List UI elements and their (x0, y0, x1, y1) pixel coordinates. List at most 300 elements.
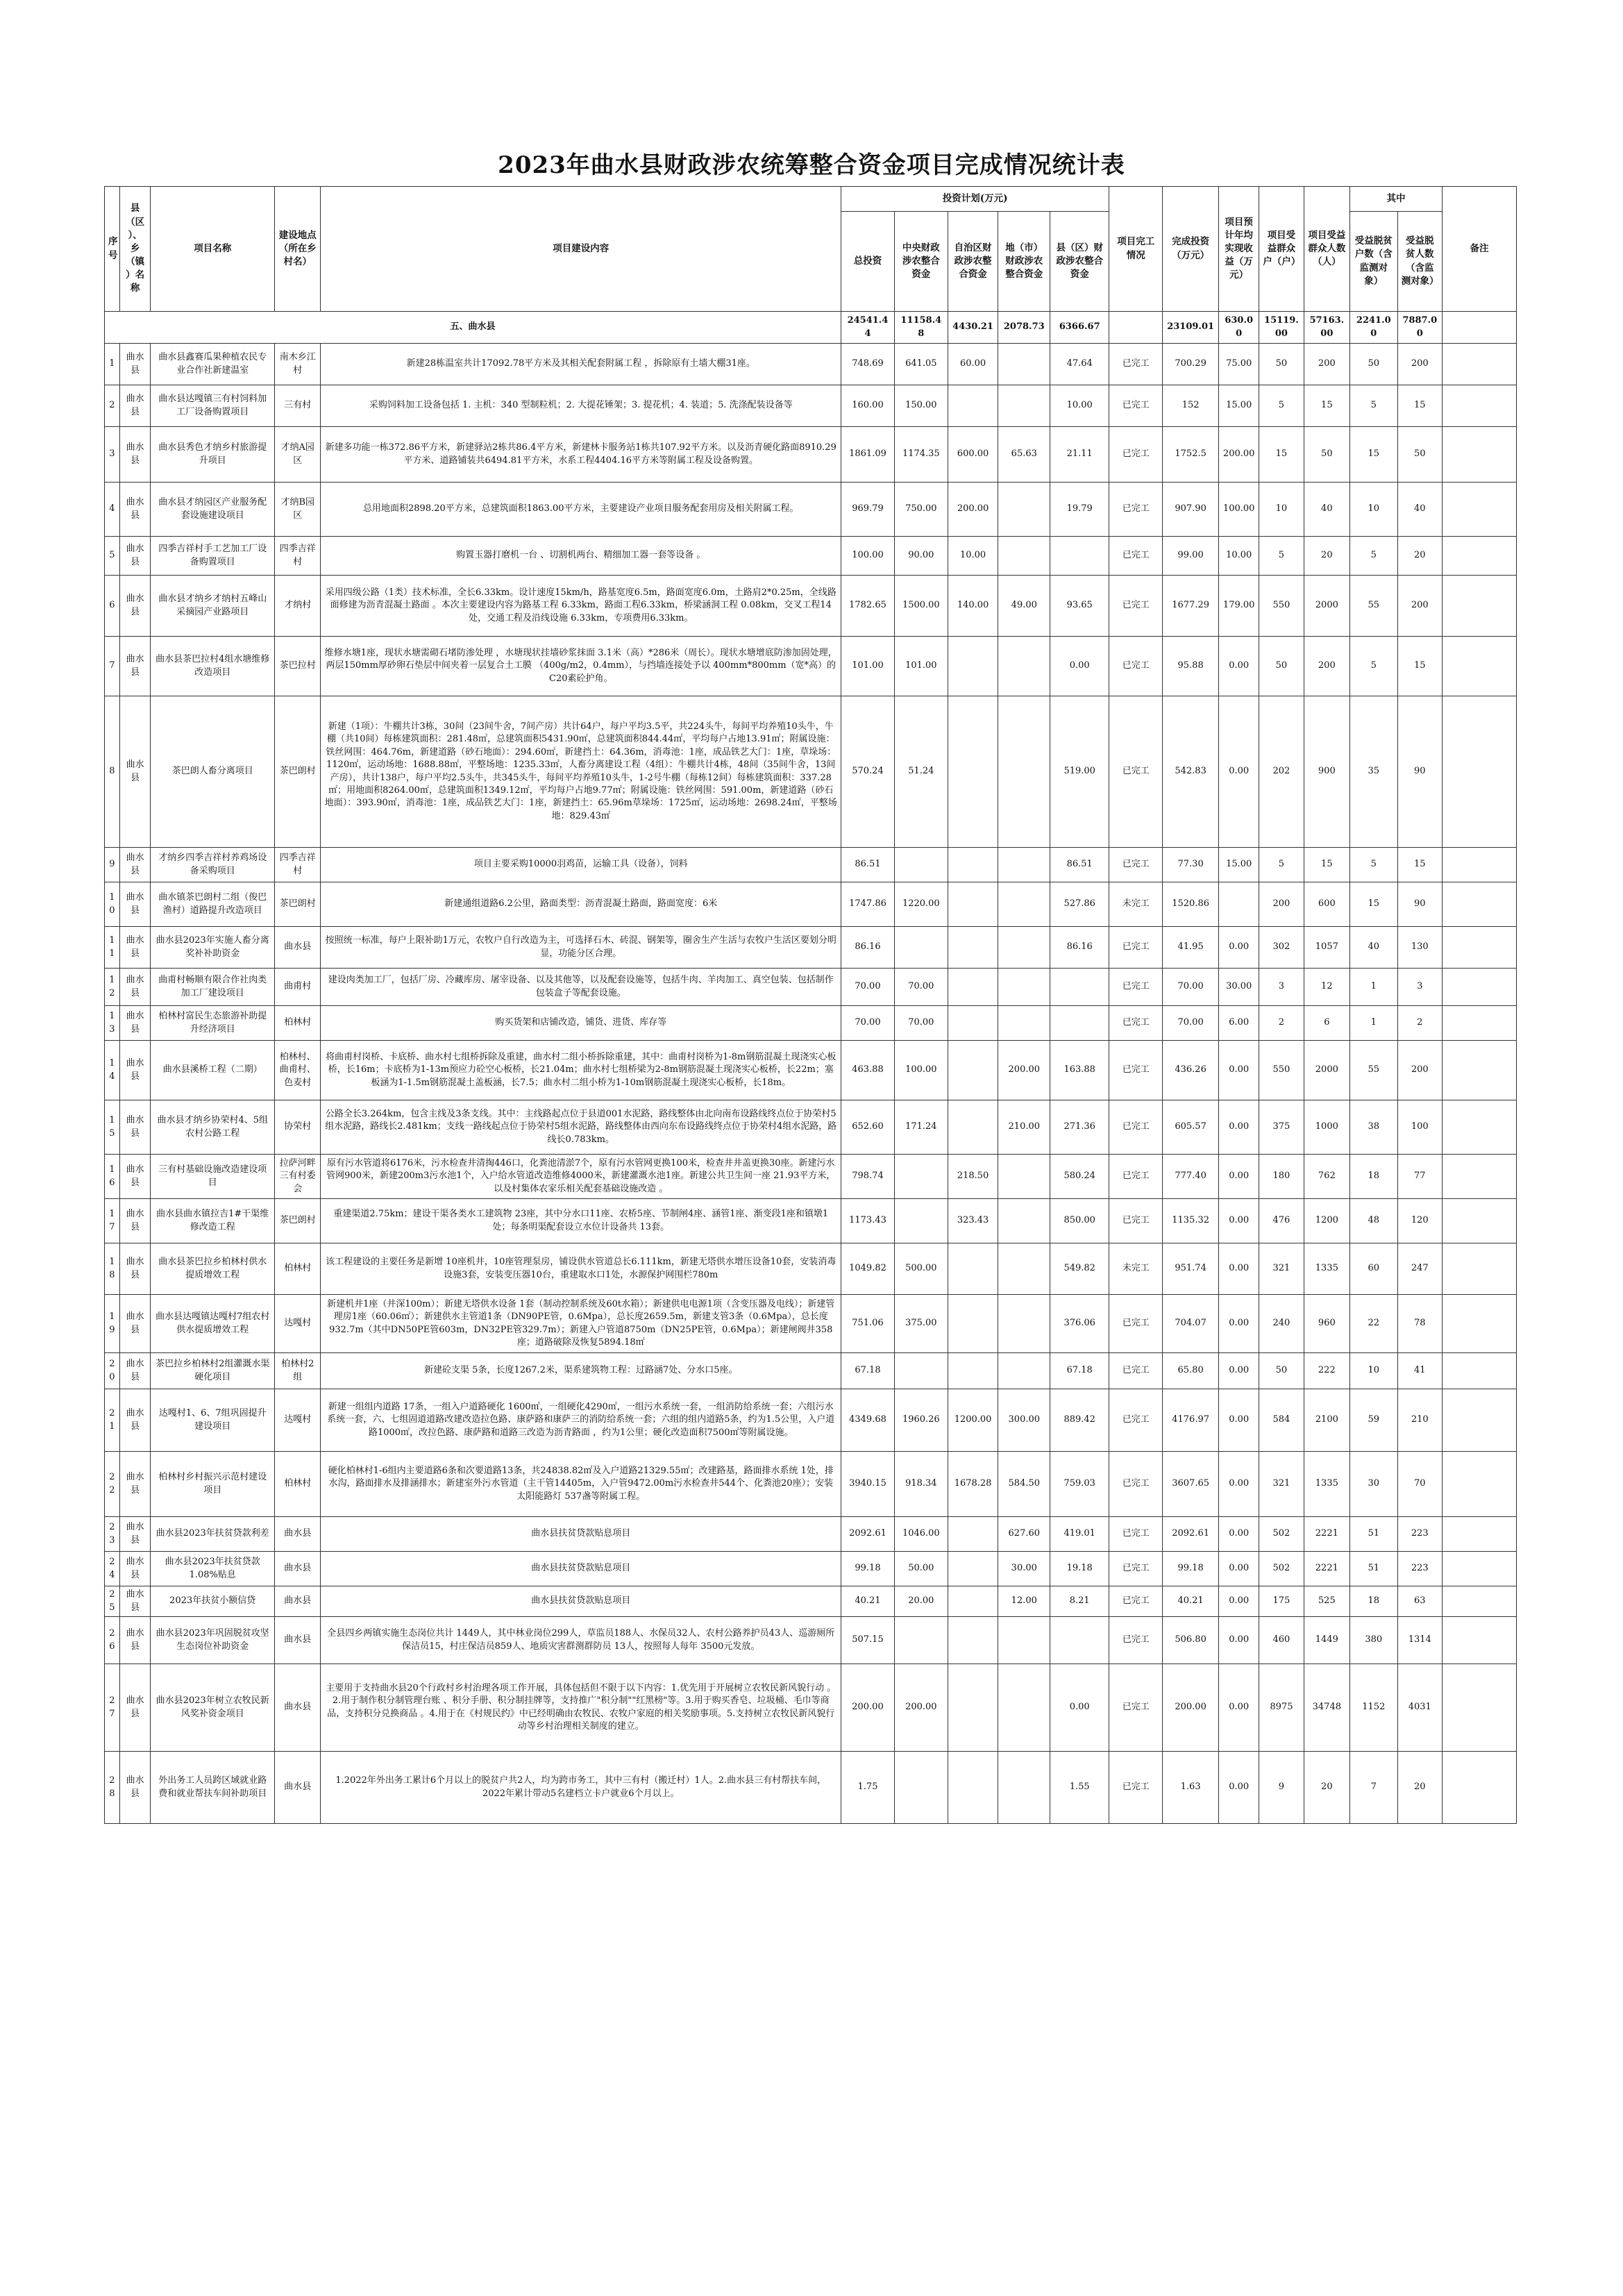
cell-poor-people: 3 (1397, 969, 1442, 1006)
cell-remark (1442, 483, 1516, 537)
cell-status: 已完工 (1109, 483, 1163, 537)
cell-name: 曲水县2023年扶贫贷款利差 (151, 1517, 275, 1552)
cell-central: 750.00 (894, 483, 948, 537)
cell-county: 曲水县 (119, 969, 151, 1006)
cell-income: 0.00 (1219, 1552, 1259, 1586)
cell-content: 维修水塘1座，现状水塘需砌石堵防渗处理 ，水塘现状挂墙砂浆抹面 3.1米（高）*286米（周长）。现状水塘增底防渗加固处理，两层150mm厚砂卵石垫层中间夹着一层复合土工膜 （400g/m2，0.4mm），与挡墙连接处予以 400mm*800mm（宽*高）的C20素砼护角。 (321, 637, 841, 696)
cell-location: 曲水县 (275, 1552, 321, 1586)
cell-county-fund: 0.00 (1050, 637, 1109, 696)
cell-content: 公路全长3.264km，包含主线及3条支线。其中：主线路起点位于县道001水泥路，路线整体由北向南布设路线终点位于协荣村5组水泥路，路线长2.481km；支线一路线起点位于协荣村5组水泥路，路线整体由西向东布设路线终点位于协荣村4组水泥路，路线长0.783km。 (321, 1100, 841, 1155)
cell-remark (1442, 1517, 1516, 1552)
cell-city (998, 1295, 1050, 1353)
cell-status: 已完工 (1109, 1199, 1163, 1243)
cell-county: 曲水县 (119, 344, 151, 385)
table-row (105, 1752, 1517, 1824)
cell-remark (1442, 927, 1516, 969)
cell-location: 柏林村2组 (275, 1353, 321, 1389)
header-name: 项目名称 (151, 187, 275, 312)
cell-poor-people: 200 (1397, 576, 1442, 637)
cell-done: 436.26 (1163, 1041, 1219, 1100)
cell-poor-people: 15 (1397, 848, 1442, 882)
cell-hh: 50 (1259, 344, 1304, 385)
cell-hh: 502 (1259, 1552, 1304, 1586)
cell-remark (1442, 576, 1516, 637)
header-content: 项目建设内容 (321, 187, 841, 312)
cell-poor-hh: 22 (1350, 1295, 1398, 1353)
cell-people: 50 (1304, 427, 1349, 483)
header-people: 项目受益群众人数（人） (1304, 187, 1349, 312)
cell-remark (1442, 1006, 1516, 1041)
cell-status: 未完工 (1109, 882, 1163, 927)
cell-seq: 7 (105, 637, 120, 696)
cell-central: 918.34 (894, 1452, 948, 1517)
cell-seq: 22 (105, 1452, 120, 1517)
cell-city (998, 848, 1050, 882)
cell-poor-people: 15 (1397, 637, 1442, 696)
cell-people: 1000 (1304, 1100, 1349, 1155)
cell-city: 200.00 (998, 1041, 1050, 1100)
table-row (105, 576, 1517, 637)
cell-hh: 584 (1259, 1389, 1304, 1452)
cell-county: 曲水县 (119, 1389, 151, 1452)
cell-central: 1500.00 (894, 576, 948, 637)
cell-income: 0.00 (1219, 1586, 1259, 1617)
cell-done: 506.80 (1163, 1617, 1219, 1664)
cell-hh: 375 (1259, 1100, 1304, 1155)
cell-seq: 11 (105, 927, 120, 969)
cell-poor-hh: 51 (1350, 1552, 1398, 1586)
cell-poor-people: 223 (1397, 1517, 1442, 1552)
cell-total: 40.21 (841, 1586, 895, 1617)
cell-region: 200.00 (948, 483, 998, 537)
header-done: 完成投资（万元） (1163, 187, 1219, 312)
cell-city (998, 969, 1050, 1006)
cell-done: 1520.86 (1163, 882, 1219, 927)
cell-poor-people: 2 (1397, 1006, 1442, 1041)
cell-county-fund: 21.11 (1050, 427, 1109, 483)
header-city: 地（市）财政涉农整合资金 (998, 212, 1050, 312)
cell-done: 40.21 (1163, 1586, 1219, 1617)
cell-poor-hh: 18 (1350, 1155, 1398, 1199)
cell-income: 0.00 (1219, 1452, 1259, 1517)
cell-hh: 502 (1259, 1517, 1304, 1552)
cell-remark (1442, 1295, 1516, 1353)
cell-poor-hh: 35 (1350, 696, 1398, 848)
cell-region (948, 1586, 998, 1617)
cell-remark (1442, 1199, 1516, 1243)
cell-poor-hh: 5 (1350, 848, 1398, 882)
cell-people: 1335 (1304, 1452, 1349, 1517)
cell-done: 700.29 (1163, 344, 1219, 385)
cell-status: 已完工 (1109, 637, 1163, 696)
table-row (105, 427, 1517, 483)
table-row (105, 1243, 1517, 1295)
cell-seq: 18 (105, 1243, 120, 1295)
cell-content: 新建一组组内道路 17条，一组入户道路硬化 1600㎡，一组硬化4290㎡，一组污水系统一套，一组消防给系统一套；六组污水系统一套，六、七组固道道路改建改造拉色路、康萨路和康萨三的消防给系统一套；六组的组内道路5条，约为1.5公里，入户道路1000㎡，改拉色路、康萨路和道路三改造为沥青路面 ，约为1公里；硬化改造面积7500㎡等附属设施。 (321, 1389, 841, 1452)
cell-hh: 302 (1259, 927, 1304, 969)
cell-remark (1442, 385, 1516, 427)
cell-status: 已完工 (1109, 1664, 1163, 1752)
cell-city: 30.00 (998, 1552, 1050, 1586)
cell-status: 已完工 (1109, 1100, 1163, 1155)
cell-poor-people: 77 (1397, 1155, 1442, 1199)
cell-region: 140.00 (948, 576, 998, 637)
cell-county-fund (1050, 1617, 1109, 1664)
cell-status: 已完工 (1109, 576, 1163, 637)
table-row (105, 1664, 1517, 1752)
cell-county: 曲水县 (119, 1517, 151, 1552)
cell-hh: 50 (1259, 1353, 1304, 1389)
header-remark: 备注 (1442, 187, 1516, 312)
cell-name: 曲水县才纳乡才纳村五峰山采摘园产业路项目 (151, 576, 275, 637)
cell-income: 0.00 (1219, 1199, 1259, 1243)
cell-location: 茶巴拉村 (275, 637, 321, 696)
cell-status: 已完工 (1109, 537, 1163, 576)
cell-total: 70.00 (841, 1006, 895, 1041)
cell-county-fund: 1.55 (1050, 1752, 1109, 1824)
cell-city (998, 1243, 1050, 1295)
cell-city (998, 927, 1050, 969)
cell-status: 已完工 (1109, 696, 1163, 848)
cell-status: 已完工 (1109, 969, 1163, 1006)
table-row (105, 1617, 1517, 1664)
cell-status: 已完工 (1109, 1295, 1163, 1353)
cell-name: 柏林村乡村振兴示范村建设项目 (151, 1452, 275, 1517)
cell-poor-people: 4031 (1397, 1664, 1442, 1752)
cell-income: 0.00 (1219, 927, 1259, 969)
cell-county: 曲水县 (119, 576, 151, 637)
cell-remark (1442, 1452, 1516, 1517)
cell-total: 1173.43 (841, 1199, 895, 1243)
cell-location: 茶巴朗村 (275, 1199, 321, 1243)
cell-done: 704.07 (1163, 1295, 1219, 1353)
cell-poor-hh: 7 (1350, 1752, 1398, 1824)
cell-seq: 14 (105, 1041, 120, 1100)
cell-hh: 460 (1259, 1617, 1304, 1664)
cell-region (948, 927, 998, 969)
cell-total: 748.69 (841, 344, 895, 385)
cell-name: 曲水县2023年实施人畜分离奖补补助资金 (151, 927, 275, 969)
cell-people: 1200 (1304, 1199, 1349, 1243)
cell-status: 已完工 (1109, 1389, 1163, 1452)
cell-total: 1861.09 (841, 427, 895, 483)
cell-people: 15 (1304, 385, 1349, 427)
cell-name: 茶巴朗人畜分离项目 (151, 696, 275, 848)
cell-poor-hh: 30 (1350, 1452, 1398, 1517)
cell-poor-hh: 48 (1350, 1199, 1398, 1243)
cell-city (998, 1617, 1050, 1664)
table-row (105, 969, 1517, 1006)
cell-county: 曲水县 (119, 696, 151, 848)
cell-seq: 1 (105, 344, 120, 385)
cell-people: 1057 (1304, 927, 1349, 969)
cell-poor-hh: 10 (1350, 483, 1398, 537)
cell-seq: 23 (105, 1517, 120, 1552)
cell-status: 已完工 (1109, 344, 1163, 385)
cell-content: 购买货架和店铺改造，铺货、进货、库存等 (321, 1006, 841, 1041)
cell-remark (1442, 696, 1516, 848)
cell-county: 曲水县 (119, 1752, 151, 1824)
cell-total: 67.18 (841, 1353, 895, 1389)
cell-total: 99.18 (841, 1552, 895, 1586)
cell-done: 777.40 (1163, 1155, 1219, 1199)
cell-seq: 12 (105, 969, 120, 1006)
cell-location: 柏林村 (275, 1243, 321, 1295)
cell-location: 三有村 (275, 385, 321, 427)
cell-region (948, 882, 998, 927)
cell-poor-hh: 1 (1350, 969, 1398, 1006)
cell-location: 柏林村 (275, 1452, 321, 1517)
cell-income: 10.00 (1219, 537, 1259, 576)
cell-county-fund: 0.00 (1050, 1664, 1109, 1752)
cell-county: 曲水县 (119, 1552, 151, 1586)
cell-people: 2221 (1304, 1517, 1349, 1552)
cell-name: 曲水县达嘎镇三有村饲料加工厂设备购置项目 (151, 385, 275, 427)
table-row (105, 1155, 1517, 1199)
cell-county: 曲水县 (119, 637, 151, 696)
cell-city (998, 483, 1050, 537)
cell-region: 218.50 (948, 1155, 998, 1199)
cell-remark (1442, 1586, 1516, 1617)
cell-people: 2000 (1304, 576, 1349, 637)
cell-poor-hh: 10 (1350, 1353, 1398, 1389)
cell-name: 曲水县鑫赛瓜果种植农民专业合作社新建温室 (151, 344, 275, 385)
table-row (105, 483, 1517, 537)
cell-income: 0.00 (1219, 1155, 1259, 1199)
table-row (105, 848, 1517, 882)
cell-county: 曲水县 (119, 1100, 151, 1155)
cell-done: 77.30 (1163, 848, 1219, 882)
cell-poor-hh: 5 (1350, 537, 1398, 576)
cell-total: 160.00 (841, 385, 895, 427)
cell-name: 三有村基础设施改造建设项目 (151, 1155, 275, 1199)
cell-region (948, 848, 998, 882)
cell-location: 曲水县 (275, 927, 321, 969)
cell-content: 采购饲料加工设备包括 1. 主机：340 型制粒机；2. 大提花锤架；3. 提花机；4. 装道；5. 洗涤配装设备等 (321, 385, 841, 427)
cell-people: 6 (1304, 1006, 1349, 1041)
cell-people: 20 (1304, 1752, 1349, 1824)
table-row (105, 1552, 1517, 1586)
cell-city: 12.00 (998, 1586, 1050, 1617)
cell-name: 曲水县2023年树立农牧民新风奖补资金项目 (151, 1664, 275, 1752)
cell-name: 曲水县2023年扶贫贷款1.08%贴息 (151, 1552, 275, 1586)
cell-county: 曲水县 (119, 1452, 151, 1517)
cell-status: 已完工 (1109, 848, 1163, 882)
cell-poor-people: 63 (1397, 1586, 1442, 1617)
cell-name: 曲水县秀色才纳乡村旅游提升项目 (151, 427, 275, 483)
header-county: 县（区）、乡（镇）名称 (119, 187, 151, 312)
cell-city: 49.00 (998, 576, 1050, 637)
cell-poor-people: 247 (1397, 1243, 1442, 1295)
cell-poor-hh: 18 (1350, 1586, 1398, 1617)
cell-name: 曲水镇茶巴朗村二组（俊巴渔村）道路提升改造项目 (151, 882, 275, 927)
cell-content: 主要用于支持曲水县20个行政村乡村治理各项工作开展，具体包括但不限于以下内容：1.优先用于开展树立农牧民新风貌行动 。2.用于制作积分制管理台账 、积分手册、积分制挂牌等，支持推广"积分制""红黑榜"等。3.用于购买香皂、垃圾桶、毛巾等商品，支持积分兑换商品 。4.用于在《村规民约》中已经明确由农牧民、农牧户家庭的相关奖励事项。5.支持树立农牧民新风貌行动等乡村治理相关制度的建立。 (321, 1664, 841, 1752)
cell-location: 曲甫村 (275, 969, 321, 1006)
cell-total: 70.00 (841, 969, 895, 1006)
page-title: 2023年曲水县财政涉农统筹整合资金项目完成情况统计表 (498, 151, 1125, 179)
cell-county-fund (1050, 969, 1109, 1006)
section-row (105, 312, 1517, 344)
cell-location: 才纳A园区 (275, 427, 321, 483)
cell-county-fund: 419.01 (1050, 1517, 1109, 1552)
cell-income: 0.00 (1219, 1664, 1259, 1752)
cell-done: 907.90 (1163, 483, 1219, 537)
section-label: 五、曲水县 (105, 312, 841, 344)
cell-content: 采用四级公路（1类）技术标准，全长6.33km。设计速度15km/h，路基宽度6.5m，路面宽度6.0m，土路肩2*0.25m，全线路面修建为沥青混凝土路面 。本次主要建设内容为路基工程 6.33km，路面工程6.33km，桥梁涵洞工程 0.08km，交叉工程14处，交通工程及沿线设施 6.33km，专项费用6.33km。 (321, 576, 841, 637)
cell-central (894, 1199, 948, 1243)
cell-done: 2092.61 (1163, 1517, 1219, 1552)
cell-done: 95.88 (1163, 637, 1219, 696)
cell-done: 4176.97 (1163, 1389, 1219, 1452)
cell-city (998, 1155, 1050, 1199)
cell-income: 179.00 (1219, 576, 1259, 637)
cell-hh: 200 (1259, 882, 1304, 927)
table-row (105, 637, 1517, 696)
cell-income: 0.00 (1219, 1752, 1259, 1824)
cell-remark (1442, 537, 1516, 576)
cell-seq: 25 (105, 1586, 120, 1617)
cell-content: 新建通组道路6.2公里，路面类型：沥青混凝土路面，路面宽度：6米 (321, 882, 841, 927)
cell-income: 15.00 (1219, 848, 1259, 882)
table-row (105, 882, 1517, 927)
cell-total: 100.00 (841, 537, 895, 576)
cell-region (948, 1295, 998, 1353)
cell-region (948, 1006, 998, 1041)
cell-name: 曲水县才纳乡协荣村4、5组农村公路工程 (151, 1100, 275, 1155)
cell-total: 1049.82 (841, 1243, 895, 1295)
cell-name: 四季吉祥村手工艺加工厂设备购置项目 (151, 537, 275, 576)
cell-county-fund: 759.03 (1050, 1452, 1109, 1517)
header-among-group: 其中 (1350, 187, 1443, 212)
cell-poor-hh: 59 (1350, 1389, 1398, 1452)
cell-poor-hh: 15 (1350, 882, 1398, 927)
cell-city: 627.60 (998, 1517, 1050, 1552)
cell-income: 0.00 (1219, 1041, 1259, 1100)
cell-poor-people: 1314 (1397, 1617, 1442, 1664)
cell-region (948, 696, 998, 848)
cell-location: 才纳B园区 (275, 483, 321, 537)
cell-county: 曲水县 (119, 1617, 151, 1664)
cell-county: 曲水县 (119, 483, 151, 537)
cell-content: 新建多功能一栋372.86平方米，新建驿站2栋共86.4平方米，新建林卡服务站1栋共107.92平方米。以及沥青硬化路面8910.29平方米、道路铺装共6494.81平方米，水系工程4404.16平方米等附属工程及设备购置。 (321, 427, 841, 483)
cell-remark (1442, 344, 1516, 385)
cell-city: 210.00 (998, 1100, 1050, 1155)
cell-county-fund: 889.42 (1050, 1389, 1109, 1452)
table-row (105, 385, 1517, 427)
cell-people: 2100 (1304, 1389, 1349, 1452)
cell-content: 该工程建设的主要任务是新增 10座机井，10座管理泵房，铺设供水管道总长6.111km，新建无塔供水增压设备10套，安装消毒设施3套，安装变压器10台，重建取水口1处，水源保护网围栏780m (321, 1243, 841, 1295)
cell-central: 50.00 (894, 1552, 948, 1586)
section-hh: 15119.00 (1259, 312, 1304, 344)
cell-hh: 5 (1259, 537, 1304, 576)
cell-hh: 476 (1259, 1199, 1304, 1243)
cell-income: 30.00 (1219, 969, 1259, 1006)
cell-done: 1752.5 (1163, 427, 1219, 483)
cell-poor-hh: 55 (1350, 576, 1398, 637)
cell-county-fund: 376.06 (1050, 1295, 1109, 1353)
cell-content: 项目主要采购10000羽鸡苗，运输工具（设备），饲料 (321, 848, 841, 882)
cell-income: 100.00 (1219, 483, 1259, 537)
cell-done: 3607.65 (1163, 1452, 1219, 1517)
cell-content: 全县四乡两镇实施生态岗位共计 1449人，其中林业岗位299人，草监员188人、水保员32人、农村公路养护员43人、巡游厕所保洁员15，村庄保洁员859人、地质灾害群测群防员 13人，按照每人每年 3500元发放。 (321, 1617, 841, 1664)
cell-total: 751.06 (841, 1295, 895, 1353)
header-poor-people: 受益脱贫人数（含监测对象） (1397, 212, 1442, 312)
cell-region (948, 637, 998, 696)
cell-central: 101.00 (894, 637, 948, 696)
cell-total: 101.00 (841, 637, 895, 696)
cell-county-fund: 850.00 (1050, 1199, 1109, 1243)
cell-total: 798.74 (841, 1155, 895, 1199)
cell-county: 曲水县 (119, 1243, 151, 1295)
header-poor-hh: 受益脱贫户数（含监测对象） (1350, 212, 1398, 312)
cell-central: 1960.26 (894, 1389, 948, 1452)
cell-central: 1046.00 (894, 1517, 948, 1552)
cell-seq: 28 (105, 1752, 120, 1824)
cell-total: 86.16 (841, 927, 895, 969)
cell-poor-hh: 55 (1350, 1041, 1398, 1100)
cell-poor-people: 41 (1397, 1353, 1442, 1389)
cell-county-fund: 93.65 (1050, 576, 1109, 637)
cell-central: 171.24 (894, 1100, 948, 1155)
cell-hh: 5 (1259, 385, 1304, 427)
cell-remark (1442, 848, 1516, 882)
cell-remark (1442, 1353, 1516, 1389)
cell-city: 584.50 (998, 1452, 1050, 1517)
cell-county-fund (1050, 1006, 1109, 1041)
header-location: 建设地点（所在乡村名） (275, 187, 321, 312)
cell-poor-hh: 60 (1350, 1243, 1398, 1295)
cell-total: 1.75 (841, 1752, 895, 1824)
cell-region (948, 1752, 998, 1824)
header-status: 项目完工情况 (1109, 187, 1163, 312)
cell-people: 2000 (1304, 1041, 1349, 1100)
cell-region (948, 1552, 998, 1586)
cell-poor-people: 15 (1397, 385, 1442, 427)
cell-done: 1.63 (1163, 1752, 1219, 1824)
cell-people: 40 (1304, 483, 1349, 537)
cell-hh: 180 (1259, 1155, 1304, 1199)
cell-seq: 9 (105, 848, 120, 882)
cell-content: 硬化柏林村1-6组内主要道路6条和次要道路13条，共24838.82㎡及入户道路21329.55㎡；改建路基，路面排水系统 1处，排水沟，路面排水及排涵排水；新建室外污水管道（主干管14405m，入户管9472.00m污水检查井544个、化粪池20座）；安装太阳能路灯 537盏等附属工程。 (321, 1452, 841, 1517)
table-row (105, 1041, 1517, 1100)
cell-region (948, 1664, 998, 1752)
cell-region: 10.00 (948, 537, 998, 576)
cell-poor-hh: 5 (1350, 385, 1398, 427)
cell-total: 1747.86 (841, 882, 895, 927)
cell-hh: 2 (1259, 1006, 1304, 1041)
cell-done: 1135.32 (1163, 1199, 1219, 1243)
cell-remark (1442, 1664, 1516, 1752)
cell-people: 200 (1304, 344, 1349, 385)
cell-poor-hh: 50 (1350, 344, 1398, 385)
cell-county: 曲水县 (119, 848, 151, 882)
cell-seq: 10 (105, 882, 120, 927)
cell-name: 曲水县达嘎镇达嘎村7组农村供水提质增效工程 (151, 1295, 275, 1353)
cell-status: 已完工 (1109, 1617, 1163, 1664)
section-region: 4430.21 (948, 312, 998, 344)
cell-hh: 202 (1259, 696, 1304, 848)
cell-poor-hh: 40 (1350, 927, 1398, 969)
table-row (105, 537, 1517, 576)
cell-status: 已完工 (1109, 385, 1163, 427)
cell-poor-people: 200 (1397, 1041, 1442, 1100)
cell-county-fund: 519.00 (1050, 696, 1109, 848)
cell-seq: 26 (105, 1617, 120, 1664)
cell-location: 协荣村 (275, 1100, 321, 1155)
cell-total: 969.79 (841, 483, 895, 537)
cell-remark (1442, 1155, 1516, 1199)
cell-status: 已完工 (1109, 1586, 1163, 1617)
